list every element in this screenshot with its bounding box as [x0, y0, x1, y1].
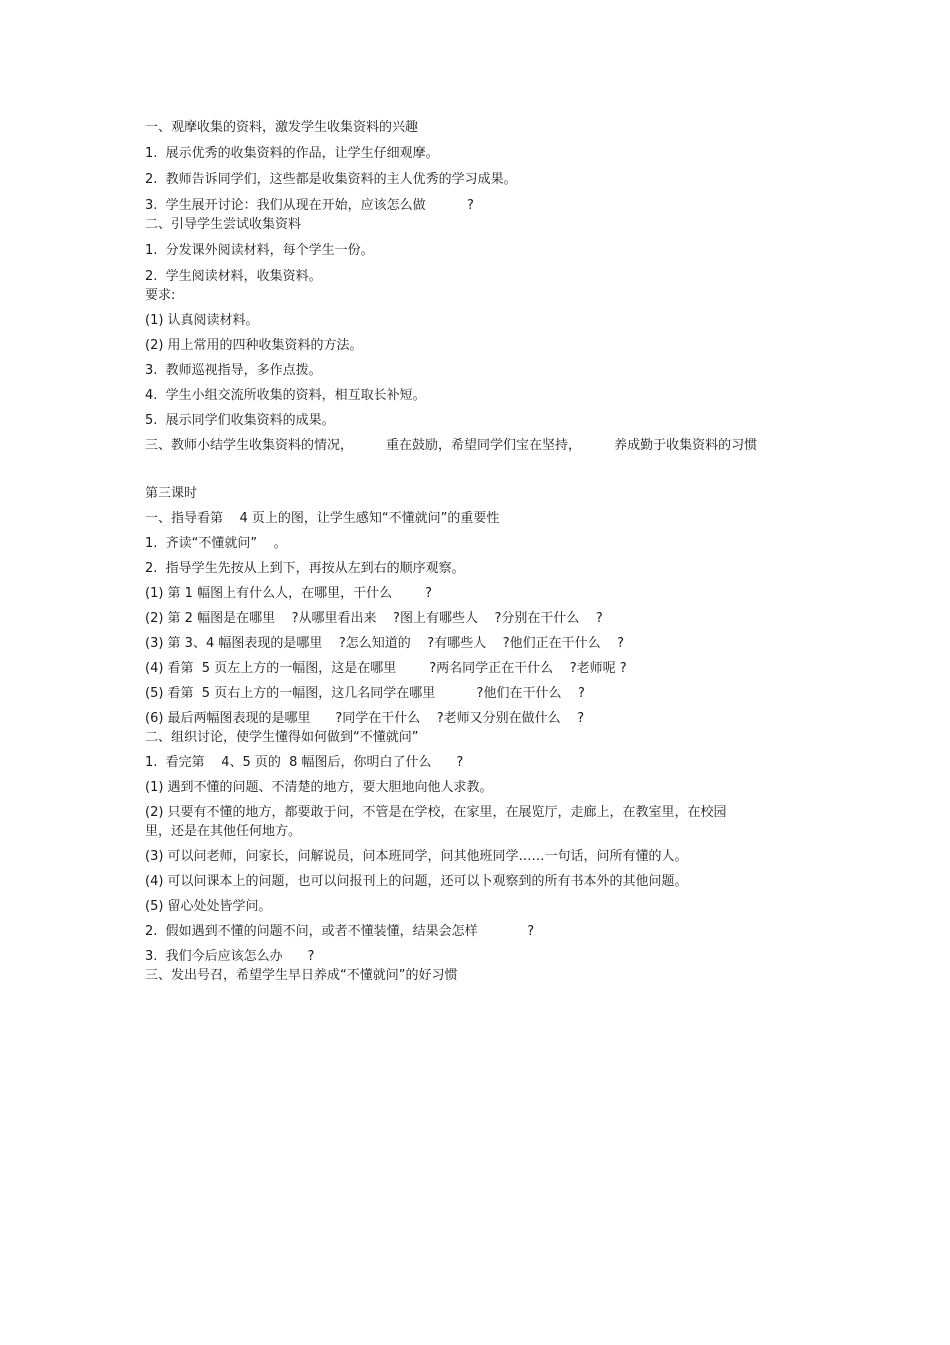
section-heading-2: 二、组织讨论，使学生懂得如何做到“不懂就问” [145, 730, 419, 745]
list-item: 3. 教师巡视指导，多作点拨。 [145, 363, 322, 378]
section-heading-1: 一、指导看第 4 页上的图，让学生感知“不懂就问”的重要性 [145, 511, 500, 526]
list-item: 1. 分发课外阅读材料，每个学生一份。 [145, 243, 374, 258]
list-item: (3) 可以问老师，问家长，问解说员，问本班同学，问其他班同学……一句话，问所有懂的人。 [145, 849, 688, 864]
list-item: 2. 学生阅读材料，收集资料。 [145, 269, 322, 284]
list-item: (1) 遇到不懂的问题、不清楚的地方，要大胆地向他人求教。 [145, 780, 493, 795]
section-heading-2: 二、引导学生尝试收集资料 [145, 217, 302, 232]
requirements-label: 要求: [145, 288, 176, 303]
section-heading-1: 一、观摩收集的资料，激发学生收集资料的兴趣 [145, 120, 419, 135]
list-item: 3. 学生展开讨论：我们从现在开始，应该怎么做 ? [145, 198, 474, 213]
list-item: (1) 第 1 幅图上有什么人，在哪里，干什么 ? [145, 586, 433, 601]
list-item: 1. 展示优秀的收集资料的作品，让学生仔细观摩。 [145, 146, 439, 161]
list-item: 4. 学生小组交流所收集的资料，相互取长补短。 [145, 388, 426, 403]
list-item: (2) 只要有不懂的地方，都要敢于问，不管是在学校，在家里，在展览厅，走廊上，在教室里，在校园里，还是在其他任何地方。 [145, 805, 727, 839]
list-item: 5. 展示同学们收集资料的成果。 [145, 413, 335, 428]
list-item: 2. 指导学生先按从上到下，再按从左到右的顺序观察。 [145, 561, 465, 576]
section-heading-3: 三、教师小结学生收集资料的情况， 重在鼓励，希望同学们宝在坚持， 养成勤于收集资料的习惯 [145, 438, 758, 453]
list-item: 1. 齐读“不懂就问” 。 [145, 536, 287, 551]
list-item: (4) 看第 5 页左上方的一幅图，这是在哪里 ?两名同学正在干什么 ?老师呢 ? [145, 661, 627, 676]
list-item: (5) 留心处处皆学问。 [145, 899, 272, 914]
list-item: (3) 第 3、4 幅图表现的是哪里 ?怎么知道的 ?有哪些人 ?他们正在干什么 ? [145, 636, 625, 651]
list-item: 2. 教师告诉同学们，这些都是收集资料的主人优秀的学习成果。 [145, 172, 517, 187]
section-heading-3: 三、发出号召，希望学生早日养成“不懂就问”的好习惯 [145, 968, 458, 983]
document-page [145, 118, 805, 985]
list-item: 2. 假如遇到不懂的问题不问，或者不懂装懂，结果会怎样 ? [145, 924, 535, 939]
list-item: (1) 认真阅读材料。 [145, 313, 259, 328]
list-item: (4) 可以问课本上的问题，也可以问报刊上的问题，还可以卜观察到的所有书本外的其他问题。 [145, 874, 688, 889]
list-item: (5) 看第 5 页右上方的一幅图，这几名同学在哪里 ?他们在干什么 ? [145, 686, 585, 701]
list-item: (6) 最后两幅图表现的是哪里 ?同学在干什么 ?老师又分别在做什么 ? [145, 711, 585, 726]
lesson-title: 第三课时 [145, 486, 198, 501]
list-item: 3. 我们今后应该怎么办 ? [145, 949, 315, 964]
list-item: (2) 第 2 幅图是在哪里 ?从哪里看出来 ?图上有哪些人 ?分别在干什么 ? [145, 611, 603, 626]
blank-spacer [145, 455, 805, 484]
list-item: (2) 用上常用的四种收集资料的方法。 [145, 338, 363, 353]
list-item: 1. 看完第 4、5 页的 8 幅图后，你明白了什么 ? [145, 755, 464, 770]
